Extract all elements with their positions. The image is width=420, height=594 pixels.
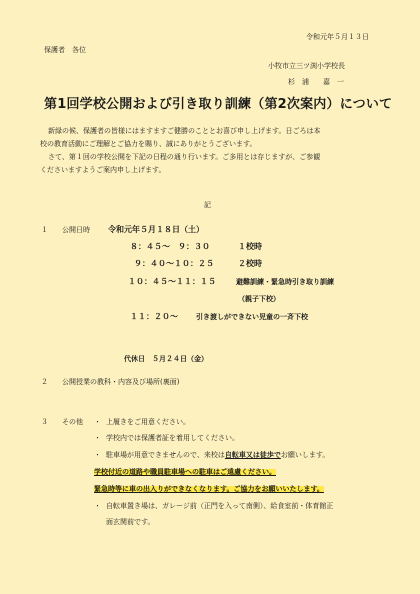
parking-emphasis: 自転車又は徒歩で — [224, 451, 281, 459]
schedule-desc-1: １校時 — [238, 242, 262, 251]
schedule-time-2: ９：４０～１０：２５ — [134, 259, 214, 268]
sender-name: 杉 浦 嘉 一 — [288, 78, 344, 86]
bicycle-line-2: 面玄関前です。 — [106, 518, 155, 526]
item3-label: その他 — [62, 418, 83, 426]
bullet-text-2: 学校内では保護者証を着用してください。 — [106, 434, 239, 442]
parking-line-2: 学校付近の道路や職員駐車場への駐車はご遠慮ください。 — [94, 468, 276, 476]
notice-date: 令和元年５月１３日 — [306, 33, 369, 41]
parking-line-3: 緊急時等に車の出入りができなくなります。ご協力をお願いいたします。 — [94, 485, 324, 493]
bicycle-line-1: 自転車置き場は、ガレージ前（正門を入って南側）、給食室前・体育館正 — [106, 502, 334, 510]
item3-number: ３ — [41, 418, 48, 426]
item2-label: 公開授業の教科・内容及び場所(裏面) — [62, 378, 180, 386]
bullet-text-1: 上履きをご用意ください。 — [106, 418, 190, 426]
item1-date: 令和元年５月１８日（土） — [108, 225, 204, 234]
item2-number: ２ — [41, 378, 48, 386]
intro-line-3: さて、第１回の学校公開を下記の日程の通り行います。ご多用とは存じますが、ご参観 — [48, 153, 321, 161]
item1-number: １ — [41, 226, 48, 234]
bullet-dot-4: ・ — [94, 502, 101, 510]
schedule-desc-4: （親子下校） — [238, 295, 280, 303]
parking-post: お願いします。 — [280, 451, 330, 459]
bullet-dot-3: ・ — [94, 451, 101, 459]
intro-line-4: くださいますようご案内申し上げます。 — [40, 166, 166, 174]
schedule-desc-2: ２校時 — [238, 259, 262, 268]
item1-label: 公開日時 — [62, 226, 90, 234]
schedule-time-3: １０：４５～１１：１５ — [128, 277, 216, 286]
intro-line-2: 校の教育活動にご理解とご協力を賜り、誠にありがとうございます。 — [40, 140, 257, 148]
alternate-holiday: 代休日 ５月２４日（金） — [124, 355, 208, 363]
addressee: 保護者 各位 — [44, 46, 86, 54]
schedule-time-5: １１：２０～ — [130, 312, 178, 321]
bullet-dot-2: ・ — [94, 434, 101, 442]
parking-pre: 駐車場が用意できませんので、来校は — [106, 451, 225, 459]
schedule-desc-3: 避難訓練・緊急時引き取り訓練 — [236, 278, 334, 286]
ki-heading: 記 — [204, 201, 211, 209]
intro-line-1: 新緑の候、保護者の皆様にはますますご健勝のこととお喜び申し上げます。日ごろは本 — [48, 127, 321, 135]
schedule-time-1: ８：４５～ ９：３０ — [130, 242, 210, 251]
parking-line-1 — [106, 452, 329, 459]
page-title: 第1回学校公開および引き取り訓練（第2次案内）について — [44, 97, 393, 112]
schedule-desc-5: 引き渡しができない児童の一斉下校 — [196, 313, 308, 321]
sender-school: 小牧市立三ツ渕小学校長 — [268, 62, 345, 70]
bullet-dot-1: ・ — [94, 418, 101, 426]
